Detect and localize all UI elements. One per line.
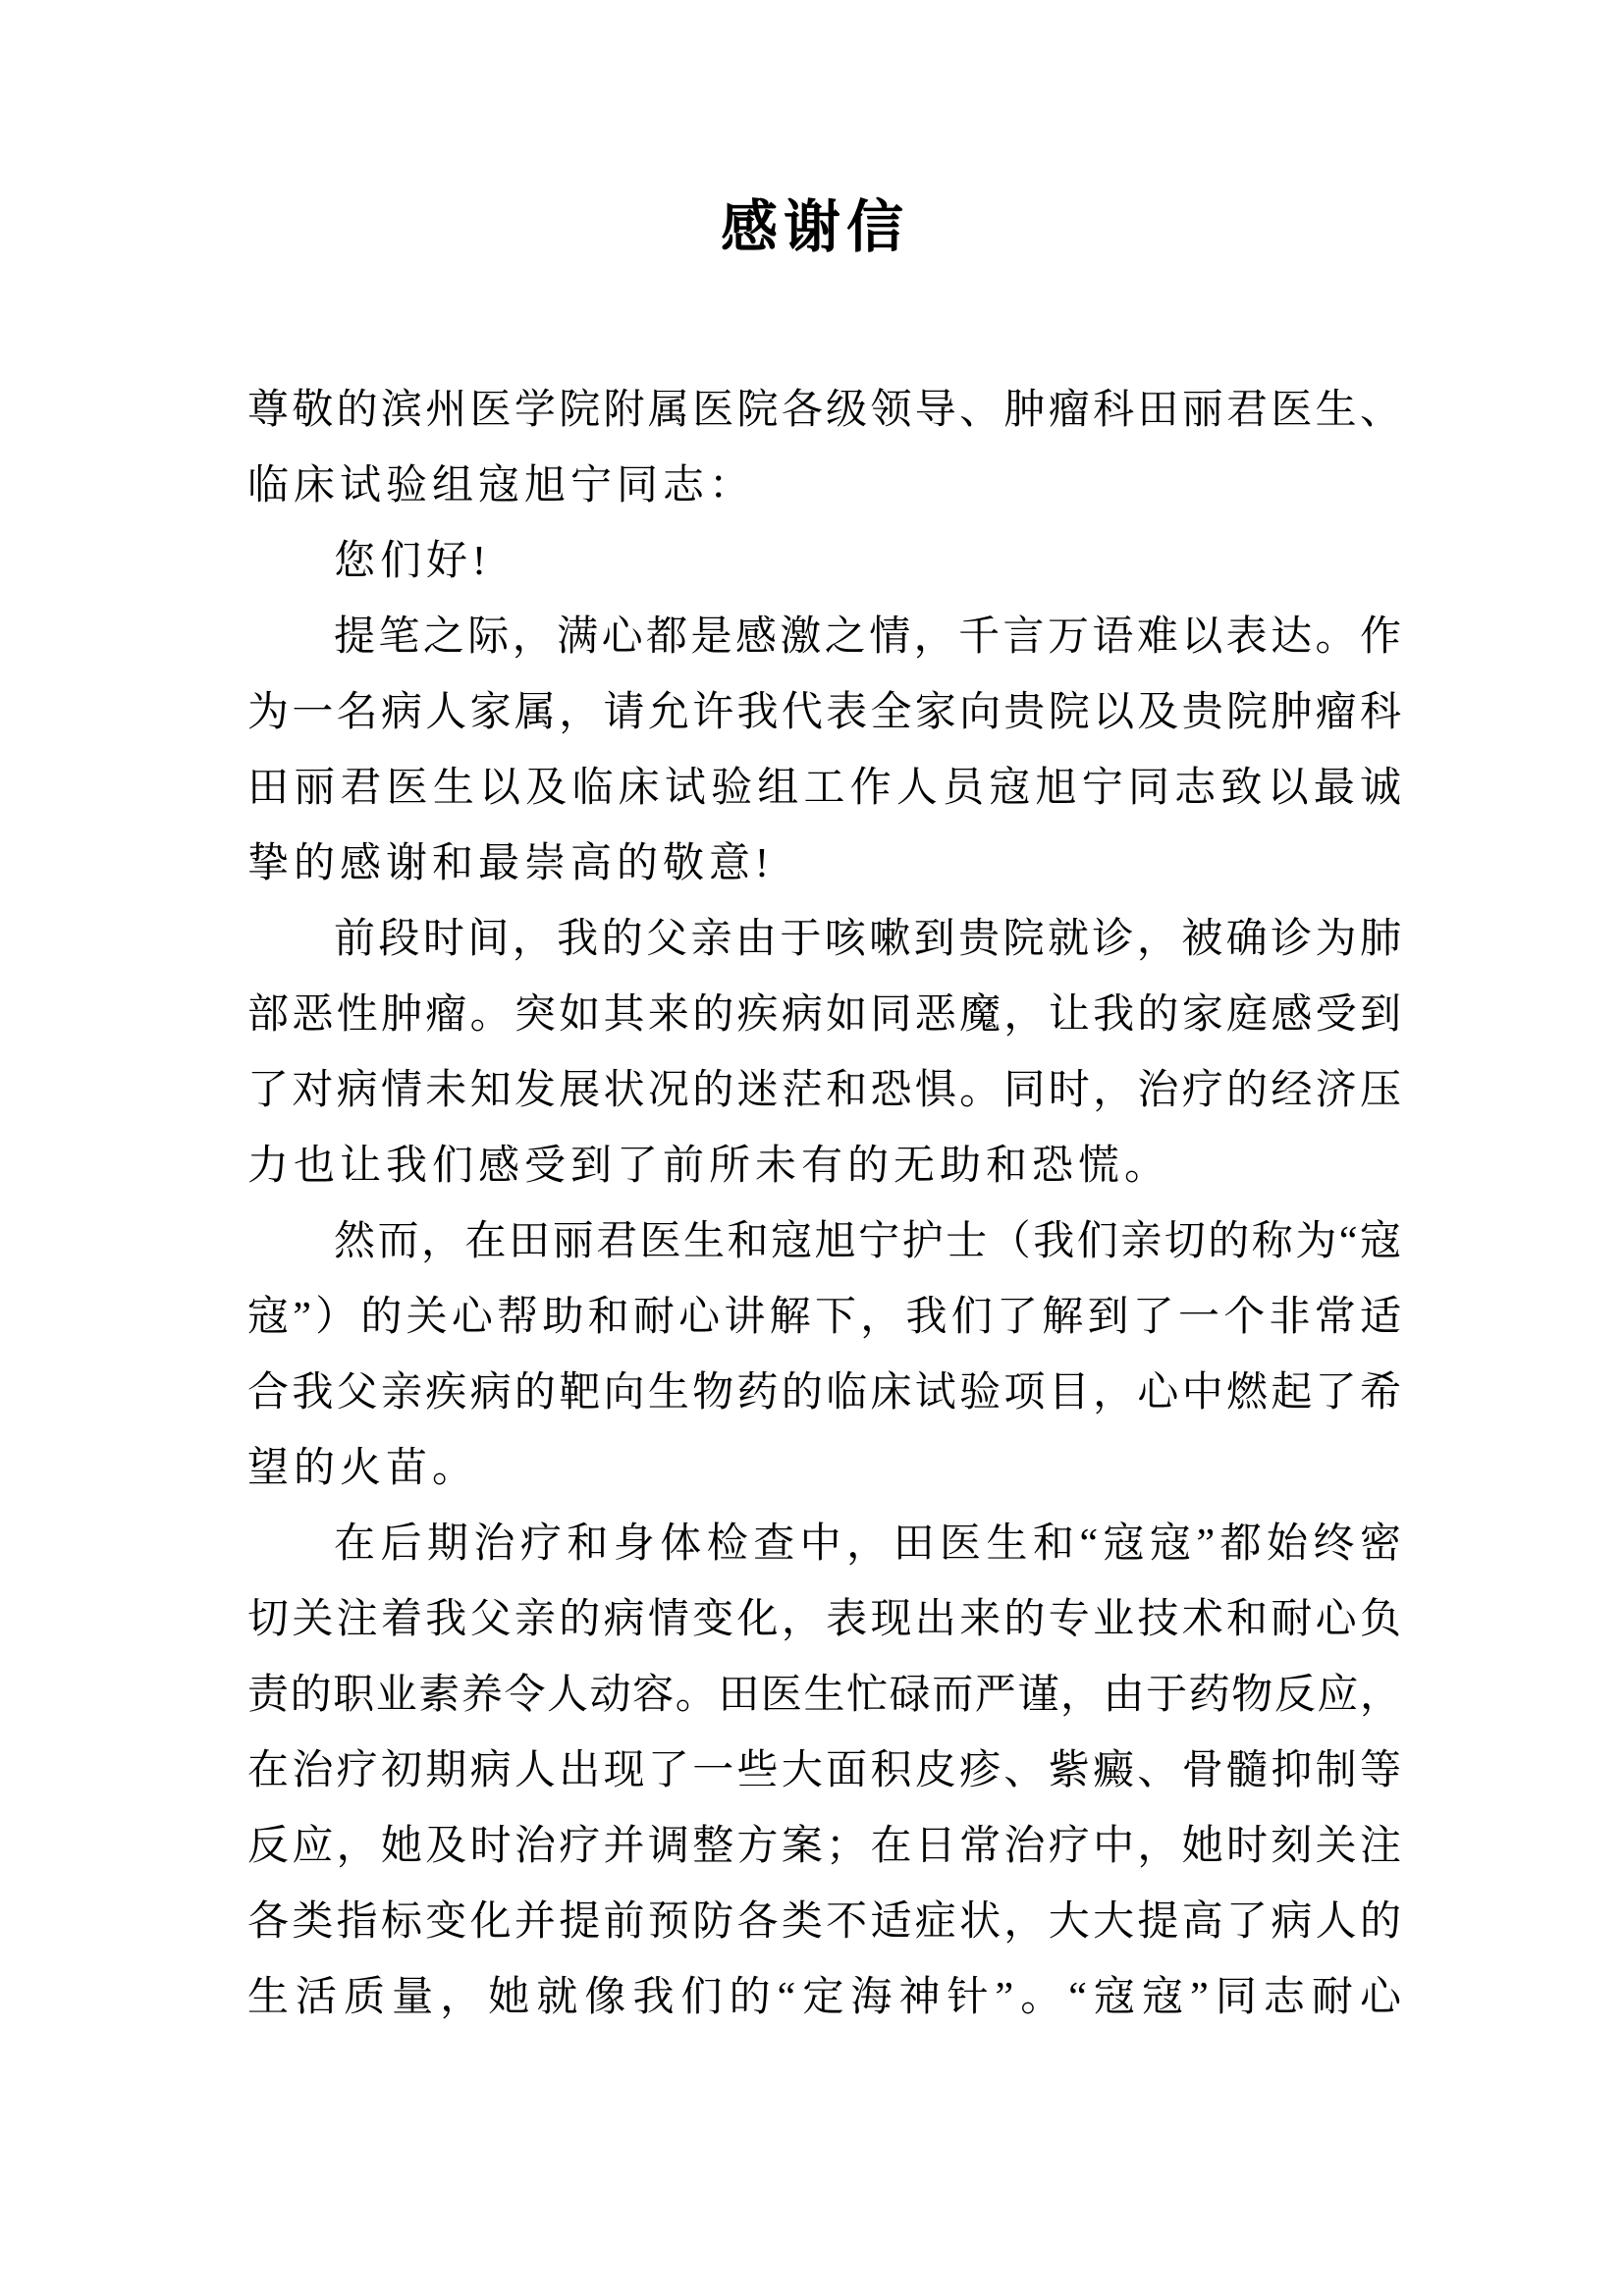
letter-line: 尊敬的滨州医学院附属医院各级领导、肿瘤科田丽君医生、 (247, 388, 1401, 433)
letter-line: 您们好! (334, 539, 491, 584)
letter-line: 切关注着我父亲的病情变化，表现出来的专业技术和耐心负 (247, 1597, 1401, 1642)
letter-line: 责的职业素养令人动容。田医生忙碌而严谨，由于药物反应， (247, 1673, 1401, 1718)
letter-line: 前段时间，我的父亲由于咳嗽到贵院就诊，被确诊为肺 (334, 917, 1401, 962)
letter-line: 生活质量，她就像我们的“定海神针”。“寇寇”同志耐心 (247, 1975, 1401, 2020)
letter-line: 望的火苗。 (247, 1446, 479, 1491)
letter-line: 提笔之际，满心都是感激之情，千言万语难以表达。作 (334, 614, 1401, 660)
letter-line: 了对病情未知发展状况的迷茫和恐惧。同时，治疗的经济压 (247, 1068, 1401, 1113)
letter-line: 部恶性肿瘤。突如其来的疾病如同恶魔，让我的家庭感受到 (247, 992, 1401, 1038)
letter-line: 寇”）的关心帮助和耐心讲解下，我们了解到了一个非常适 (247, 1295, 1401, 1340)
letter-title: 感谢信 (720, 195, 909, 259)
letter-line: 反应，她及时治疗并调整方案；在日常治疗中，她时刻关注 (247, 1824, 1401, 1869)
letter-line: 为一名病人家属，请允许我代表全家向贵院以及贵院肿瘤科 (247, 690, 1401, 735)
letter-line: 力也让我们感受到了前所未有的无助和恐慌。 (247, 1144, 1171, 1189)
letter-line: 各类指标变化并提前预防各类不适症状，大大提高了病人的 (247, 1899, 1401, 1945)
letter-line: 然而，在田丽君医生和寇旭宁护士（我们亲切的称为“寇 (334, 1219, 1401, 1264)
letter-line: 在后期治疗和身体检查中，田医生和“寇寇”都始终密 (334, 1522, 1401, 1567)
letter-line: 田丽君医生以及临床试验组工作人员寇旭宁同志致以最诚 (247, 766, 1401, 811)
letter-line: 临床试验组寇旭宁同志： (247, 463, 756, 508)
letter-body (247, 373, 1401, 2036)
letter-line: 挚的感谢和最崇高的敬意! (247, 841, 774, 886)
letter-line: 在治疗初期病人出现了一些大面积皮疹、紫癜、骨髓抑制等 (247, 1748, 1401, 1793)
letter-line: 合我父亲疾病的靶向生物药的临床试验项目，心中燃起了希 (247, 1370, 1401, 1415)
